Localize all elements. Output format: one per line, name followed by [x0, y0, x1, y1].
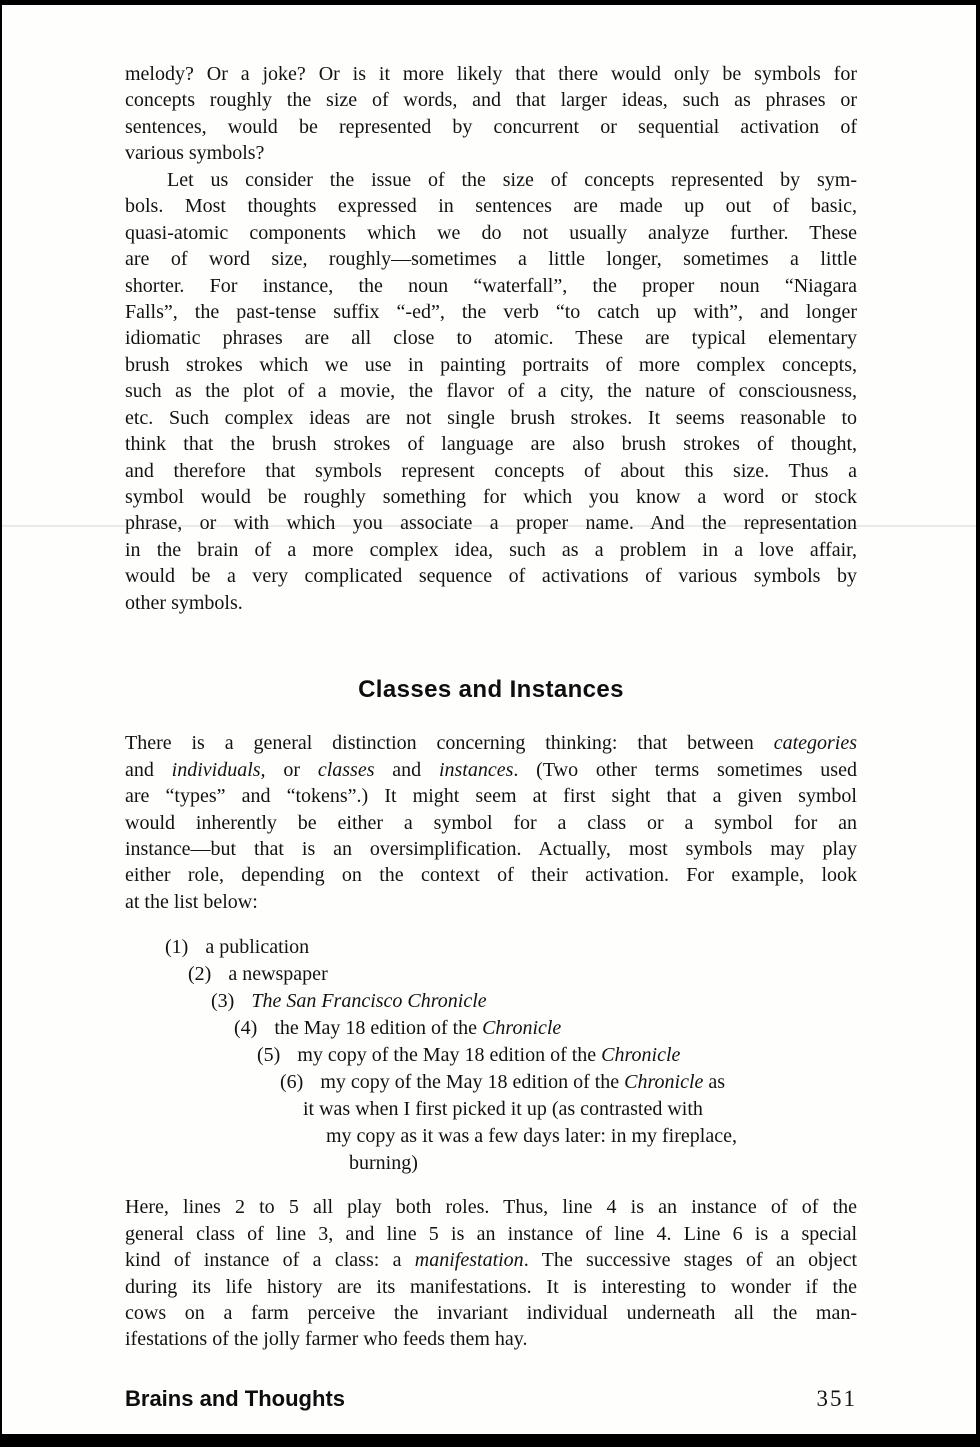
text-run: brush strokes which we use in painting portraits of more complex concepts,	[125, 353, 857, 376]
text-run: my copy of the May 18 edition of the	[320, 1071, 625, 1094]
text-run: cows on a farm perceive the invariant individual underneath all the man-	[125, 1302, 857, 1324]
text-line	[125, 783, 857, 809]
text-line	[125, 1300, 857, 1326]
list-item-number: (3)	[211, 990, 235, 1013]
text-run: concepts roughly the size of words, and that larger ideas, such as phrases or	[125, 89, 857, 112]
page-number: 351	[816, 1386, 857, 1411]
text-line	[125, 730, 857, 756]
text-line	[125, 61, 857, 87]
text-run: are “types” and “tokens”.) It might seem at first sight that a given symbol	[125, 785, 857, 808]
italic-text-run: Chronicle	[482, 1017, 562, 1040]
text-run: would be a very complicated sequence of activations of various symbols by	[125, 565, 857, 588]
text-line	[125, 836, 857, 862]
text-run: and therefore that symbols represent concepts of about this size. Thus a	[125, 459, 857, 482]
text-line	[125, 757, 857, 783]
text-run: symbol would be roughly something for which you know a word or stock	[125, 486, 857, 508]
text-run: a publication	[205, 936, 310, 959]
text-run: a newspaper	[228, 963, 328, 986]
text-line	[125, 352, 857, 378]
list-item-number: (1)	[165, 936, 189, 959]
list-item-number: (4)	[234, 1017, 258, 1040]
list-item	[125, 961, 857, 988]
text-run: There is a general distinction concerning thinking: that between	[125, 732, 774, 755]
text-line	[125, 590, 857, 616]
text-run: ifestations of the jolly farmer who feeds them hay.	[125, 1328, 528, 1351]
text-run: bols. Most thoughts expressed in sentences are made up out of basic,	[125, 195, 857, 218]
italic-text-run: categories	[773, 732, 857, 755]
text-line	[125, 458, 857, 484]
text-run: idiomatic phrases are all close to atomic. These are typical elementary	[125, 327, 857, 350]
list-item	[125, 1123, 857, 1150]
text-run: burning)	[349, 1152, 418, 1175]
paragraph-symbols-size	[125, 61, 857, 167]
text-run: general class of line 3, and line 5 is an instance of line 4. Line 6 is a special	[125, 1222, 857, 1245]
text-line	[125, 193, 857, 219]
page-footer	[125, 1386, 857, 1412]
text-run: quasi-atomic components which we do not usually analyze further. These	[125, 221, 857, 244]
text-run: melody? Or a joke? Or is it more likely that there would only be symbols for	[125, 63, 857, 85]
text-line	[125, 167, 857, 193]
text-run: various symbols?	[125, 142, 265, 165]
italic-text-run: individuals,	[171, 758, 266, 781]
text-line	[125, 431, 857, 457]
text-run: kind of instance of a class: a	[125, 1249, 415, 1272]
text-line	[125, 889, 857, 915]
list-item	[125, 1015, 857, 1042]
text-line	[125, 140, 857, 166]
text-line	[125, 862, 857, 888]
text-run: instance—but that is an oversimplification. Actually, most symbols may play	[125, 837, 857, 860]
text-run: Falls”, the past-tense suffix “-ed”, the verb “to catch up with”, and longer	[125, 300, 857, 323]
text-run: think that the brush strokes of language are also brush strokes of thought,	[125, 433, 857, 456]
text-line	[125, 87, 857, 113]
text-line	[125, 1274, 857, 1300]
text-run: . The successive stages of an object	[523, 1249, 857, 1272]
text-run: Let us consider the issue of the size of concepts represented by sym-	[167, 168, 857, 191]
italic-text-run: classes	[317, 758, 375, 781]
text-line	[125, 246, 857, 272]
italic-text-run: instances	[438, 758, 514, 781]
text-line	[125, 810, 857, 836]
text-run: such as the plot of a movie, the flavor of a city, the nature of consciousness,	[125, 380, 857, 403]
italic-text-run: Chronicle	[601, 1044, 681, 1067]
chapter-title: Brains and Thoughts	[125, 1386, 345, 1411]
section-heading: Classes and Instances	[358, 676, 624, 704]
list-item-number: (6)	[280, 1071, 304, 1094]
text-run: in the brain of a more complex idea, such as a problem in a love affair,	[125, 538, 857, 561]
italic-text-run: manifestation	[414, 1249, 524, 1272]
list-item-number: (5)	[257, 1044, 281, 1067]
text-run: during its life history are its manifestations. It is interesting to wonder if the	[125, 1275, 857, 1298]
list-item	[125, 1150, 857, 1177]
text-run: my copy as it was a few days later: in my fireplace,	[326, 1125, 737, 1148]
list-item	[125, 988, 857, 1015]
text-run: phrase, or with which you associate a proper name. And the representation	[125, 512, 857, 535]
text-line	[125, 299, 857, 325]
text-run: the May 18 edition of the	[274, 1017, 483, 1040]
list-item-number: (2)	[188, 963, 212, 986]
text-column	[125, 61, 857, 1353]
text-run: other symbols.	[125, 591, 243, 614]
list-item	[125, 1096, 857, 1123]
text-line	[125, 325, 857, 351]
text-line	[125, 378, 857, 404]
text-run: shorter. For instance, the noun “waterfall”, the proper noun “Niagara	[125, 274, 857, 297]
text-run: at the list below:	[125, 890, 258, 913]
text-line	[125, 537, 857, 563]
list-item	[125, 934, 857, 961]
text-run: would inherently be either a symbol for a class or a symbol for an	[125, 811, 857, 834]
text-line	[125, 510, 857, 536]
text-line	[125, 1221, 857, 1247]
text-run: sentences, would be represented by concurrent or sequential activation of	[125, 115, 857, 138]
list-item	[125, 1042, 857, 1069]
text-run: my copy of the May 18 edition of the	[297, 1044, 602, 1067]
text-run: are of word size, roughly—sometimes a little longer, sometimes a little	[125, 248, 857, 271]
text-line	[125, 114, 857, 140]
paragraph-brush-strokes	[125, 167, 857, 616]
text-line	[125, 1194, 857, 1220]
italic-text-run: The San Francisco Chronicle	[251, 990, 487, 1013]
text-run: . (Two other terms sometimes used	[513, 758, 857, 781]
italic-text-run: Chronicle	[624, 1071, 704, 1094]
text-line	[125, 273, 857, 299]
text-line	[125, 1326, 857, 1352]
paragraph-classes-distinction	[125, 730, 857, 915]
text-line	[125, 405, 857, 431]
text-run: it was when I first picked it up (as contrasted with	[303, 1098, 703, 1121]
text-run: etc. Such complex ideas are not single brush strokes. It seems reasonable to	[125, 406, 857, 429]
text-run: Here, lines 2 to 5 all play both roles. Thus, line 4 is an instance of of the	[125, 1196, 857, 1219]
text-line	[125, 484, 857, 510]
list-item	[125, 1069, 857, 1096]
text-line	[125, 563, 857, 589]
text-run: as	[703, 1071, 726, 1094]
text-run: either role, depending on the context of their activation. For example, look	[125, 864, 857, 887]
text-run: or	[265, 758, 318, 781]
text-run: and	[125, 758, 172, 781]
text-line	[125, 220, 857, 246]
text-run: and	[374, 758, 439, 781]
text-line	[125, 1247, 857, 1273]
paragraph-roles-manifestation	[125, 1194, 857, 1353]
publication-example-list	[125, 934, 857, 1177]
